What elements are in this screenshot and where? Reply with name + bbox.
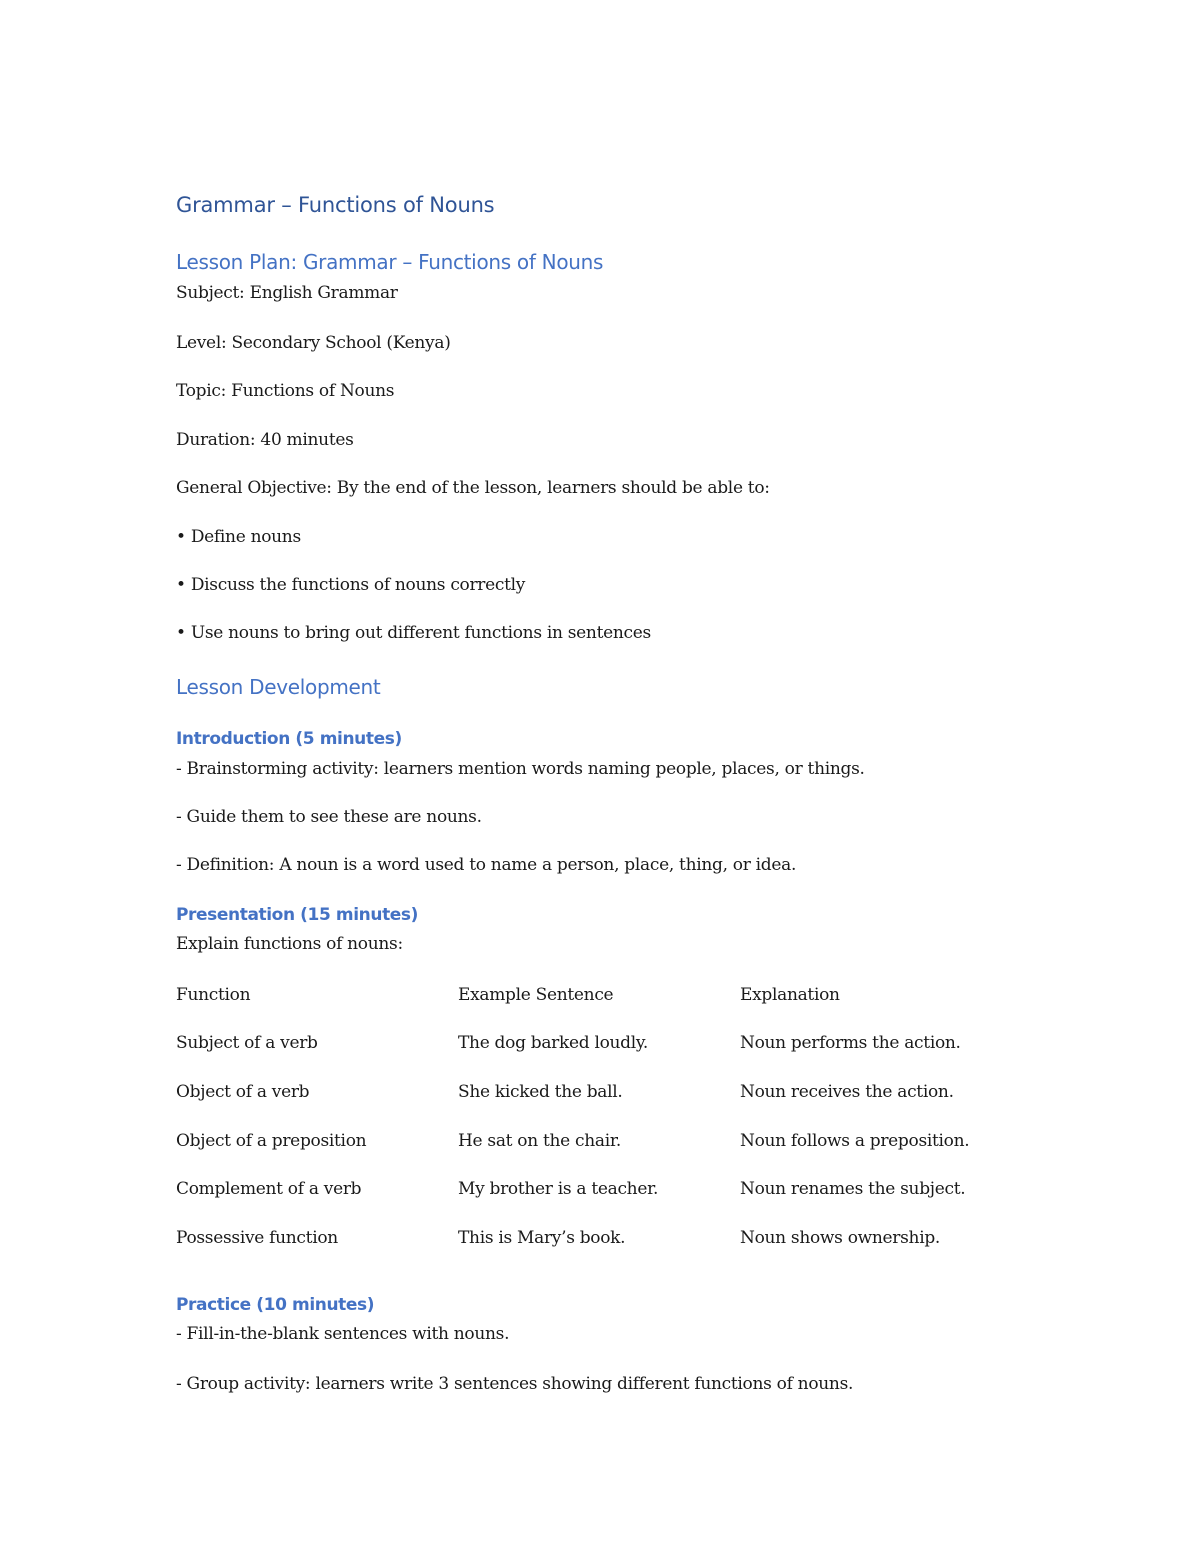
table-cell: Complement of a verb — [176, 1179, 362, 1199]
table-header-cell: Example Sentence — [458, 985, 614, 1005]
table-cell: Noun performs the action. — [740, 1033, 961, 1053]
objective-item: • Define nouns — [176, 527, 301, 547]
table-cell: Noun receives the action. — [740, 1082, 954, 1102]
presentation-lead: Explain functions of nouns: — [176, 934, 403, 954]
topic-line: Topic: Functions of Nouns — [176, 381, 395, 401]
introduction-heading: Introduction (5 minutes) — [176, 729, 402, 749]
objective-item: • Discuss the functions of nouns correctly — [176, 575, 526, 595]
table-row — [176, 1082, 1056, 1106]
table-cell: He sat on the chair. — [458, 1131, 621, 1151]
table-cell: Object of a preposition — [176, 1131, 367, 1151]
table-row — [176, 1228, 1056, 1252]
functions-table — [176, 985, 1056, 1255]
table-cell: Subject of a verb — [176, 1033, 318, 1053]
table-header-row — [176, 985, 1056, 1009]
table-cell: Object of a verb — [176, 1082, 310, 1102]
table-row — [176, 1179, 1056, 1203]
level-line: Level: Secondary School (Kenya) — [176, 333, 451, 353]
introduction-item: - Brainstorming activity: learners mention words naming people, places, or things. — [176, 759, 865, 779]
table-cell: This is Mary’s book. — [458, 1228, 626, 1248]
table-cell: My brother is a teacher. — [458, 1179, 659, 1199]
table-cell: Possessive function — [176, 1228, 338, 1248]
introduction-item: - Definition: A noun is a word used to name a person, place, thing, or idea. — [176, 855, 797, 875]
table-header-cell: Function — [176, 985, 251, 1005]
table-cell: Noun follows a preposition. — [740, 1131, 970, 1151]
table-row — [176, 1131, 1056, 1155]
table-header-cell: Explanation — [740, 985, 840, 1005]
introduction-item: - Guide them to see these are nouns. — [176, 807, 482, 827]
document-title: Grammar – Functions of Nouns — [176, 193, 495, 217]
subject-line: Subject: English Grammar — [176, 283, 398, 303]
lesson-plan-heading: Lesson Plan: Grammar – Functions of Nouns — [176, 250, 604, 274]
duration-line: Duration: 40 minutes — [176, 430, 354, 450]
objective-intro: General Objective: By the end of the lesson, learners should be able to: — [176, 478, 770, 498]
practice-heading: Practice (10 minutes) — [176, 1295, 375, 1315]
table-row — [176, 1033, 1056, 1057]
practice-item: - Fill-in-the-blank sentences with nouns. — [176, 1324, 510, 1344]
table-cell: Noun renames the subject. — [740, 1179, 966, 1199]
table-cell: The dog barked loudly. — [458, 1033, 649, 1053]
table-cell: She kicked the ball. — [458, 1082, 623, 1102]
objective-item: • Use nouns to bring out different functions in sentences — [176, 623, 651, 643]
practice-item: - Group activity: learners write 3 sentences showing different functions of nouns. — [176, 1374, 854, 1394]
presentation-heading: Presentation (15 minutes) — [176, 905, 419, 925]
lesson-development-heading: Lesson Development — [176, 675, 381, 699]
table-cell: Noun shows ownership. — [740, 1228, 941, 1248]
